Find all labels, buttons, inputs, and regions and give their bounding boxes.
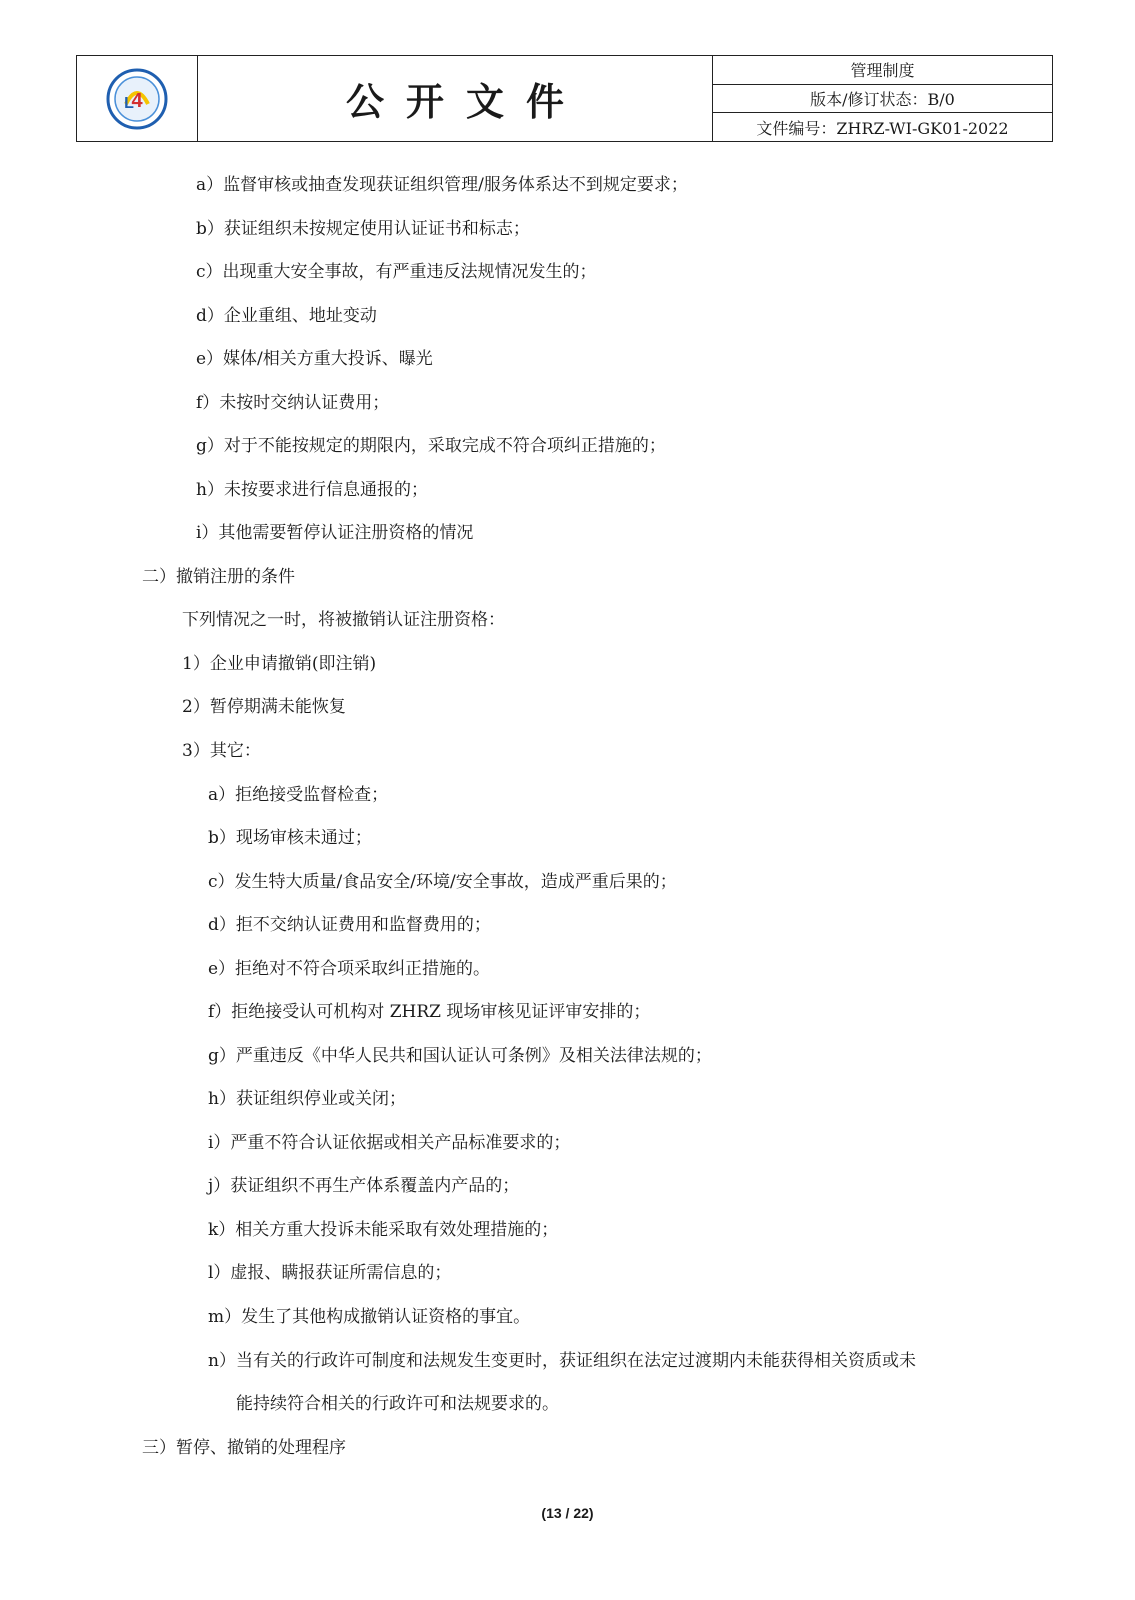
doc-version: 版本/修订状态：B/0 [713,85,1052,114]
list-item: f）拒绝接受认可机构对 ZHRZ 现场审核见证评审安排的； [208,1002,651,1022]
list-item: n）当有关的行政许可制度和法规发生变更时，获证组织在法定过渡期内未能获得相关资质或未 [208,1351,916,1371]
list-item-continuation: 能持续符合相关的行政许可和法规要求的。 [236,1394,559,1414]
document-title: 公开文件 [198,56,713,141]
list-item: 3）其它： [182,741,261,761]
list-item: i）严重不符合认证依据或相关产品标准要求的； [208,1133,571,1153]
list-item: m）发生了其他构成撤销认证资格的事宜。 [208,1307,531,1327]
list-item: g）对于不能按规定的期限内，采取完成不符合项纠正措施的； [196,436,666,456]
paragraph: 下列情况之一时，将被撤销认证注册资格： [182,610,505,630]
list-item: e）媒体/相关方重大投诉、曝光 [196,349,433,369]
list-item: 2）暂停期满未能恢复 [182,697,346,717]
list-item: e）拒绝对不符合项采取纠正措施的。 [208,959,491,979]
list-item: b）现场审核未通过； [208,828,372,848]
list-item: b）获证组织未按规定使用认证证书和标志； [196,219,530,239]
list-item: a）监督审核或抽查发现获证组织管理/服务体系达不到规定要求； [196,175,688,195]
list-item: d）企业重组、地址变动 [196,306,377,326]
section-heading: 二）撤销注册的条件 [142,567,295,587]
svg-text:L: L [124,94,134,112]
list-item: g）严重违反《中华人民共和国认证认可条例》及相关法律法规的； [208,1046,712,1066]
document-header [76,55,1053,142]
list-item: h）未按要求进行信息通报的； [196,480,428,500]
list-item: l）虚报、瞒报获证所需信息的； [208,1263,452,1283]
list-item: k）相关方重大投诉未能采取有效处理措施的； [208,1220,559,1240]
list-item: a）拒绝接受监督检查； [208,785,389,805]
list-item: 1）企业申请撤销(即注销) [182,654,377,674]
doc-category: 管理制度 [713,56,1052,85]
page-number: (13 / 22) [541,1505,594,1521]
list-item: j）获证组织不再生产体系覆盖内产品的； [208,1176,520,1196]
svg-text:4: 4 [131,89,143,112]
list-item: c）发生特大质量/食品安全/环境/安全事故，造成严重后果的； [208,872,677,892]
list-item: d）拒不交纳认证费用和监督费用的； [208,915,491,935]
doc-number: 文件编号：ZHRZ-WI-GK01-2022 [756,118,1009,138]
section-heading: 三）暂停、撤销的处理程序 [142,1438,346,1458]
header-meta [713,56,1052,141]
list-item: c）出现重大安全事故，有严重违反法规情况发生的； [196,262,597,282]
certification-logo-icon [106,68,168,130]
list-item: i）其他需要暂停认证注册资格的情况 [196,523,474,543]
logo-cell [77,56,198,141]
list-item: h）获证组织停业或关闭； [208,1089,406,1109]
list-item: f）未按时交纳认证费用； [196,393,390,413]
